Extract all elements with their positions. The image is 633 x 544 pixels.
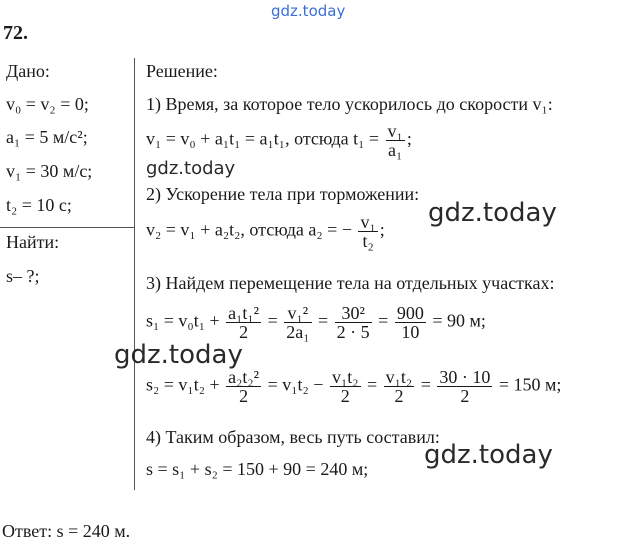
equation-3: s₁ = v₀t₁ + $\frac{\text{a₁t₁²}}{2}$ = $\frac{\text{v₁²}}{\text{2a₁}}$ = $\frac{\text{30²}}{2 \cdot 5}$ = $\frac{900}{10}$ = 90 м;: [146, 303, 486, 342]
site-watermark: gdz.today: [428, 198, 557, 228]
eq4-frac-3-den: 2: [394, 386, 404, 406]
eq4-frac-1-num: a₂t₂²: [228, 367, 260, 387]
given-divider: [0, 227, 134, 228]
eq4-lhs: s₂ = v₁t₂ +: [146, 374, 220, 395]
eq4-frac-3-num: v₁t₂: [385, 367, 413, 387]
given-line: a₁ = 5 м/с²;: [6, 127, 88, 147]
eq3-frac-4-den: 10: [401, 322, 420, 342]
eq2-num: v₁: [360, 212, 376, 232]
eq2-left: v₂ = v₁ + a₂t₂, отсюда a₂ = −: [146, 219, 352, 240]
site-watermark: gdz.today: [114, 340, 243, 370]
step-3-text: 3) Найдем перемещение тела на отдельных участках:: [146, 273, 555, 293]
eq3-frac-2: [284, 304, 311, 341]
eq3-frac-3-num: 30²: [335, 304, 372, 323]
eq3-rhs: = 90 м;: [432, 310, 486, 331]
site-watermark: gdz.today: [146, 158, 236, 179]
given-label: Дано:: [6, 61, 50, 81]
equation-5: s = s₁ + s₂ = 150 + 90 = 240 м;: [146, 459, 369, 479]
eq2-fraction: [358, 213, 377, 250]
eq4-frac-1-den: 2: [239, 386, 249, 406]
eq4-frac-4-num: 30 · 10: [439, 367, 491, 387]
eq3-lhs: s₁ = v₀t₁ +: [146, 310, 220, 331]
eq3-frac-4-num: 900: [396, 303, 424, 323]
step-1-text: 1) Время, за которое тело ускорилось до скорости v₁:: [146, 94, 553, 114]
given-line: v₁ = 30 м/с;: [6, 161, 93, 181]
find-label: Найти:: [6, 232, 60, 252]
equation-1: v₁ = v₀ + a₁t₁ = a₁t₁, отсюда t₁ = $\frac{\text{v₁}}{\text{a₁}}$ ;: [146, 121, 412, 160]
find-value: s– ?;: [6, 266, 40, 286]
given-line: v₀ = v₂ = 0;: [6, 94, 89, 114]
eq4-frac-1: [226, 368, 261, 405]
eq3-frac-2-den: 2a₁: [286, 322, 310, 342]
eq4-frac-2-num: v₁t₂: [331, 367, 359, 387]
equation-2: v₂ = v₁ + a₂t₂, отсюда a₂ = − $\frac{\text{v₁}}{\text{t₂}}$ ;: [146, 212, 385, 251]
eq1-den: a₁: [388, 140, 403, 160]
eq1-fraction: [386, 122, 405, 159]
solution-label: Решение:: [146, 61, 218, 81]
eq4-frac-3: [384, 368, 415, 405]
column-divider: [134, 58, 135, 490]
given-line: t₂ = 10 с;: [6, 195, 72, 215]
eq1-left: v₁ = v₀ + a₁t₁ = a₁t₁, отсюда t₁ =: [146, 128, 380, 149]
answer: Ответ: s = 240 м.: [2, 521, 131, 541]
eq3-frac-3-den: 2 · 5: [336, 322, 370, 342]
eq4-mid: = v₁t₂ −: [267, 374, 324, 395]
problem-number: 72.: [3, 22, 28, 44]
eq4-frac-2-den: 2: [340, 386, 350, 406]
site-watermark: gdz.today: [424, 440, 553, 470]
eq2-den: t₂: [362, 231, 374, 251]
eq3-frac-1-den: 2: [239, 322, 249, 342]
eq4-frac-4-den: 2: [460, 386, 470, 406]
eq4-rhs: = 150 м;: [498, 374, 562, 395]
eq3-frac-3: [335, 304, 372, 341]
step-2-text: 2) Ускорение тела при торможении:: [146, 184, 420, 204]
eq4-frac-4: [437, 368, 492, 405]
site-watermark-top: gdz.today: [271, 2, 346, 20]
eq3-frac-1-num: a₁t₁²: [228, 303, 260, 323]
eq4-frac-2: [330, 368, 361, 405]
eq3-frac-4: [395, 304, 426, 341]
step-4-text: 4) Таким образом, весь путь составил:: [146, 427, 440, 447]
eq3-frac-2-num: v₁²: [284, 304, 311, 323]
eq3-frac-1: [226, 304, 261, 341]
equation-4: s₂ = v₁t₂ + $\frac{\text{a₂t₂²}}{2}$ = v₁t₂ − $\frac{\text{v₁t₂}}{2}$ = $\frac{\text{v₁t₂}}{2}$ = $\frac{30 \cdot 10}{2}$ = 150 м;: [146, 367, 562, 406]
eq1-num: v₁: [387, 121, 403, 141]
